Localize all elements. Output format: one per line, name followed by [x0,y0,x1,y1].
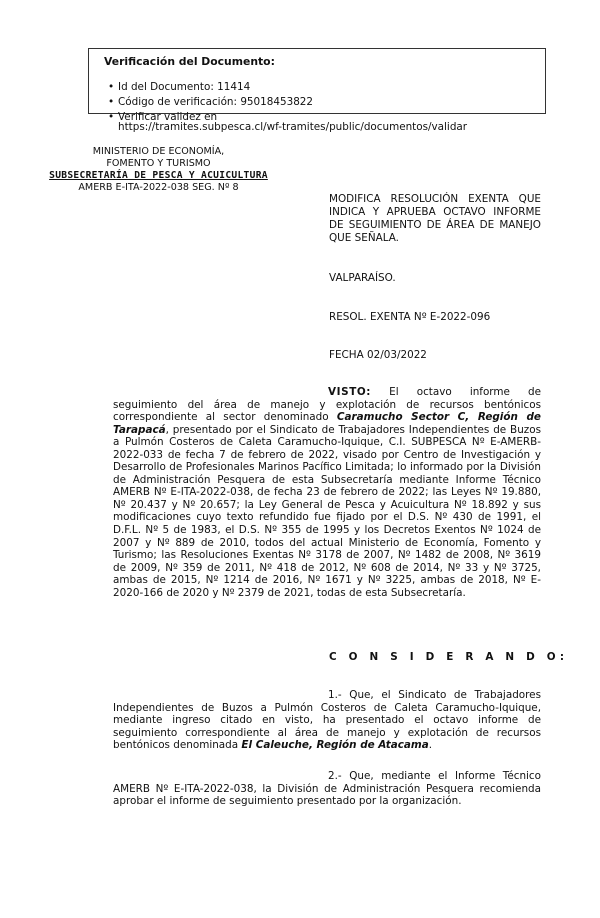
ministry-line-2: FOMENTO Y TURISMO [106,158,211,169]
document-id: Id del Documento: 11414 [118,81,251,93]
verification-code: Código de verificación: 95018453822 [118,96,314,108]
list-item [108,80,313,95]
verification-list [108,80,313,125]
considerando-heading: C O N S I D E R A N D O: [329,651,569,663]
resolution-number: RESOL. EXENTA Nº E-2022-096 [329,311,491,323]
visto-paragraph [113,386,541,599]
considerando-paragraph-2 [113,770,541,808]
verification-url[interactable]: https://tramites.subpesca.cl/wf-tramites/public/documentos/validar [118,121,468,133]
bullet-icon: • [108,111,115,123]
list-item [108,95,313,110]
place: VALPARAÍSO. [329,272,396,284]
subsecretaria-name: SUBSECRETARÍA DE PESCA Y ACUICULTURA [49,170,268,181]
paragraph-1-text-1: 1.- Que, el Sindicato de Trabajadores Independientes de Buzos a Pulmón Costeros de Caleta Caramucho-Iquique, mediante ingreso citado en visto, ha presentado el octavo informe de seguimiento correspondiente al área de manejo y explotación de recursos bentónicos denominada [113,689,541,752]
considerando-paragraph-1 [113,689,541,752]
resolution-subject: MODIFICA RESOLUCIÓN EXENTA QUE INDICA Y APRUEBA OCTAVO INFORME DE SEGUIMIENTO DE ÁREA DE MANEJO QUE SEÑALA. [329,193,541,244]
paragraph-2-text: 2.- Que, mediante el Informe Técnico AMERB Nº E-ITA-2022-038, la División de Administración Pesquera recomienda aprobar el informe de seguimiento presentado por la organización. [113,770,541,808]
paragraph-1-text-2: . [428,739,433,752]
bullet-icon: • [108,96,115,108]
ministry-header [36,146,281,194]
verify-instruction: Verificar validez en [118,111,218,123]
visto-text-1: El octavo informe de seguimiento del área de manejo y explotación de recursos bentónicos correspondiente al sector denominado [113,386,541,424]
reference-number: AMERB E-ITA-2022-038 SEG. Nº 8 [78,182,239,193]
visto-label: VISTO: [328,386,372,398]
bullet-icon: • [108,81,115,93]
resolution-date: FECHA 02/03/2022 [329,349,427,361]
ministry-line-1: MINISTERIO DE ECONOMÍA, [92,146,225,157]
paragraph-1-area: El Caleuche, Región de Atacama [241,739,429,752]
visto-text-2: , presentado por el Sindicato de Trabajadores Independientes de Buzos a Pulmón Costeros de Caleta Caramucho-Iquique, C.I. SUBPESCA Nº E-AMERB-2022-033 de fecha 7 de febrero de 2022, visado por Centro de Investigación y Desarrollo de Profesionales Marinos Pacífico Limitada; lo informado por la División de Administración Pesquera de esta Subsecretaría mediante Informe Técnico AMERB Nº E-ITA-2022-038, de fecha 23 de febrero de 2022; las Leyes Nº 19.880, Nº 20.437 y Nº 20.657; la Ley General de Pesca y Acuicultura Nº 18.892 y sus modificaciones cuyo texto refundido fue fijado por el D.S. Nº 430 de 1991, el D.F.L. Nº 5 de 1983, el D.S. Nº 355 de 1995 y los Decretos Exentos Nº 1024 de 2007 y Nº 889 de 2010, todos del actual Ministerio de Economía, Fomento y Turismo; las Resoluciones Exentas Nº 3178 de 2007, Nº 1482 de 2008, Nº 3619 de 2009, Nº 359 de 2011, Nº 418 de 2012, Nº 608 de 2014, Nº 33 y Nº 3725, ambas de 2015, Nº 1214 de 2016, Nº 1671 y Nº 3225, ambas de 2018, Nº E-2020-166 de 2020 y Nº 2379 de 2021, todas de esta Subsecretaría. [113,423,541,599]
visto-sector: Caramucho Sector C, Región de Tarapacá [113,411,541,436]
verification-title: Verificación del Documento: [104,55,275,68]
